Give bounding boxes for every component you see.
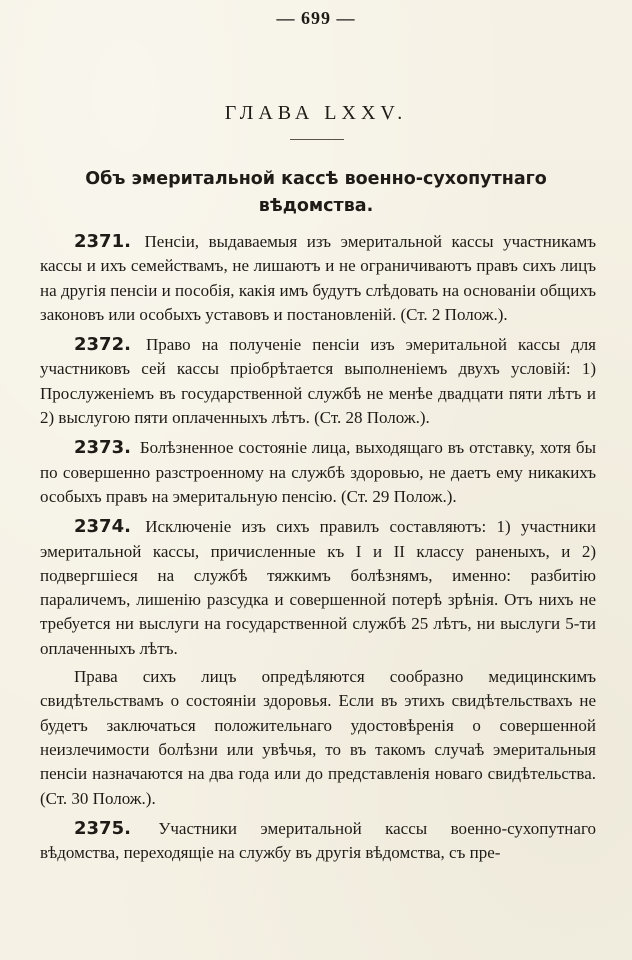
article-text: Исключеніе изъ сихъ правилъ составляютъ: 1) участники эмеритальной кассы, причисленные къ I и II классу раненыхъ, и 2) подвергшіеся на службѣ тяжкимъ болѣзнямъ, именно: разбитію параличемъ, лишенію разсудка и совершенной потерѣ зрѣнія. Отъ нихъ не требуется ни выслуги на государственной службѣ 25 лѣтъ, ни выслуги 5-ти оплаченныхъ лѣтъ. xyxy=(40,517,596,658)
title-divider xyxy=(290,139,344,140)
section-heading xyxy=(40,166,592,220)
article-2374 xyxy=(40,515,596,661)
article-2374-continuation: Права сихъ лицъ опредѣляются сообразно медицинскимъ свидѣтельствамъ о состояніи здоровья. Если въ этихъ свидѣтельствахъ не будетъ заключаться положительнаго удостовѣренія о совершенной неизлечимости болѣзни или увѣчья, то въ такомъ случаѣ эмеритальныя пенсіи назначаются на два года или до представленія новаго свидѣтельства. (Ст. 30 Полож.). xyxy=(40,667,596,808)
article-number: 2375. xyxy=(74,817,131,839)
article-2372 xyxy=(40,333,596,430)
section-heading-line-1: Объ эмеритальной кассѣ военно-сухопутнаго xyxy=(85,169,547,189)
article-2371 xyxy=(40,230,596,327)
article-number: 2373. xyxy=(74,437,131,459)
article-text: Болѣзненное состояніе лица, выходящаго въ отставку, хотя бы по совершенно разстроенному на службѣ здоровью, не даетъ ему никакихъ особыхъ правъ на эмеритальную пенсію. (Ст. 29 Полож.). xyxy=(40,438,596,506)
article-number: 2372. xyxy=(74,334,131,356)
body-text xyxy=(40,230,596,871)
article-text: Право на полученіе пенсіи изъ эмеритальной кассы для участниковъ сей кассы пріобрѣтается выполненіемъ двухъ условій: 1) Прослуженіемъ въ государственной службѣ не менѣе двадцати пяти лѣтъ и 2) выслугою пяти оплаченныхъ лѣтъ. (Ст. 28 Полож.). xyxy=(40,335,596,428)
article-2373 xyxy=(40,436,596,509)
section-heading-line-2: вѣдомства. xyxy=(258,196,374,216)
chapter-title: ГЛАВА LXXV. xyxy=(224,102,408,124)
article-number: 2371. xyxy=(74,231,131,252)
article-text: Участники эмеритальной кассы военно-сухопутнаго вѣдомства, переходящіе на службу въ другія вѣдомства, съ пре- xyxy=(40,818,596,863)
article-text: Пенсіи, выдаваемыя изъ эмеритальной кассы участникамъ кассы и ихъ семействамъ, не лишаютъ и не ограничиваютъ правъ сихъ лицъ на другія пенсіи и пособія, какія имъ будутъ слѣдовать на основаніи общихъ законовъ или особыхъ уставовъ и постановленій. (Ст. 2 Полож.). xyxy=(40,232,596,324)
page-number: — 699 — xyxy=(276,8,356,28)
article-2375 xyxy=(40,817,596,866)
article-number: 2374. xyxy=(74,516,131,538)
